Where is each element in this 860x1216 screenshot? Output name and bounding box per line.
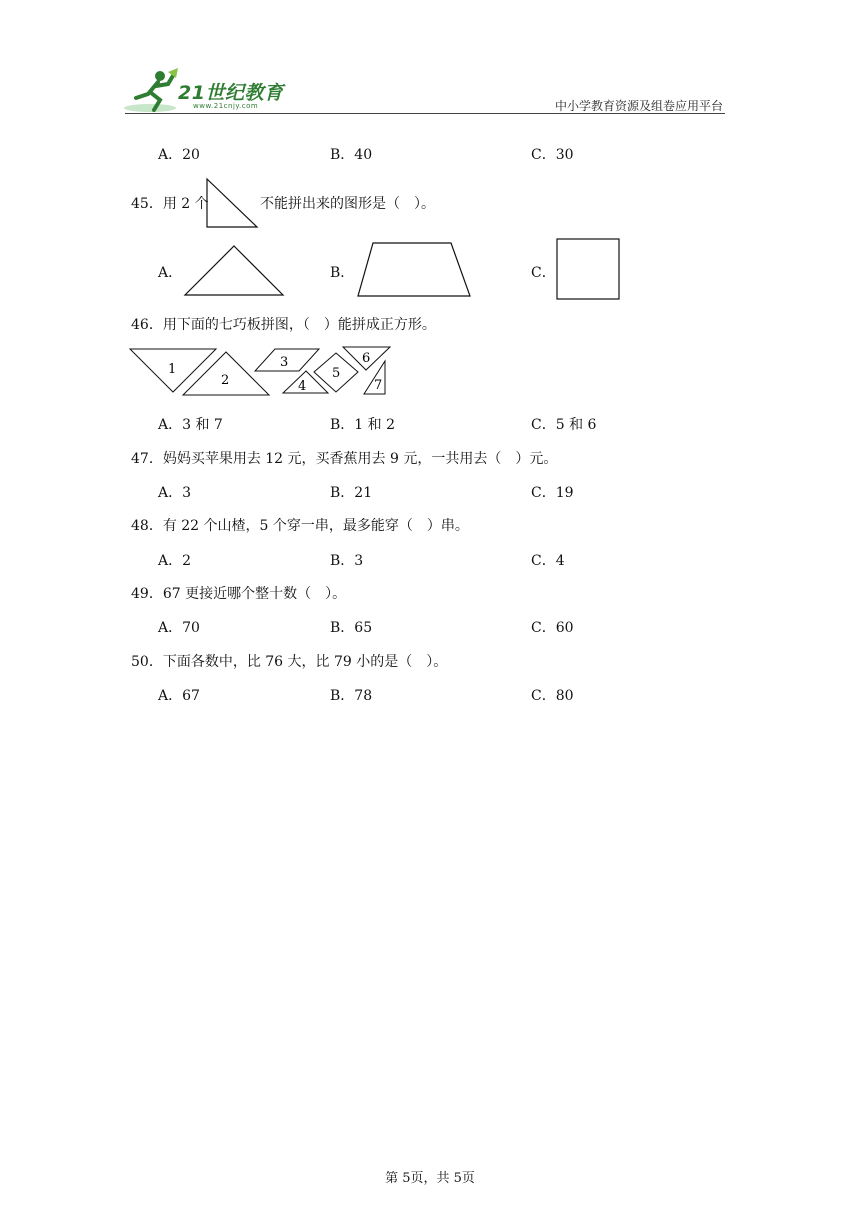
q48-option-b: B．3 bbox=[330, 553, 364, 569]
q44-option-a: A．20 bbox=[158, 147, 200, 163]
page-number: 第 5页，共 5页 bbox=[385, 1171, 475, 1186]
q49-option-b: B．65 bbox=[330, 620, 373, 636]
q49-option-c: C．60 bbox=[531, 620, 574, 636]
header-divider bbox=[125, 113, 725, 114]
q45-suffix: 不能拼出来的图形是（ ）。 bbox=[260, 196, 435, 212]
q47-option-c: C．19 bbox=[531, 485, 574, 501]
tangram-label-3: 3 bbox=[280, 355, 289, 370]
logo-text: 21世纪教育 bbox=[178, 82, 284, 104]
q47-question: 47．妈妈买苹果用去 12 元，买香蕉用去 9 元，一共用去（ ）元。 bbox=[131, 451, 558, 467]
q46-option-c: C．5 和 6 bbox=[531, 417, 597, 433]
q44-option-c: C．30 bbox=[531, 147, 574, 163]
q45-prefix: 45．用 2 个 bbox=[131, 196, 209, 212]
tangram-label-7: 7 bbox=[374, 378, 383, 393]
q48-question: 48．有 22 个山楂，5 个穿一串，最多能穿（ ）串。 bbox=[131, 518, 469, 534]
tangram-label-5: 5 bbox=[332, 366, 341, 381]
q50-option-c: C．80 bbox=[531, 688, 574, 704]
q49-option-a: A．70 bbox=[158, 620, 200, 636]
platform-title: 中小学教育资源及组卷应用平台 bbox=[554, 99, 723, 113]
q44-option-b: B．40 bbox=[330, 147, 373, 163]
q47-option-b: B．21 bbox=[330, 485, 373, 501]
q45-option-c: C． bbox=[531, 265, 556, 281]
q46-question: 46．用下面的七巧板拼图，（ ）能拼成正方形。 bbox=[131, 317, 436, 333]
tangram-label-4: 4 bbox=[298, 379, 307, 394]
right-triangle-icon bbox=[205, 177, 259, 229]
tangram-label-6: 6 bbox=[362, 351, 371, 366]
square-icon bbox=[555, 237, 621, 301]
q50-question: 50．下面各数中，比 76 大，比 79 小的是（ ）。 bbox=[131, 654, 448, 670]
q46-option-b: B．1 和 2 bbox=[330, 417, 396, 433]
q48-option-c: C．4 bbox=[531, 553, 565, 569]
q50-option-a: A．67 bbox=[158, 688, 200, 704]
q45-option-b: B． bbox=[330, 265, 355, 281]
tangram-label-2: 2 bbox=[221, 373, 230, 388]
q48-option-a: A．2 bbox=[158, 553, 192, 569]
q50-option-b: B．78 bbox=[330, 688, 373, 704]
q49-question: 49．67 更接近哪个整十数（ ）。 bbox=[131, 586, 347, 602]
isosceles-triangle-icon bbox=[182, 243, 286, 297]
q45-option-a: A． bbox=[158, 265, 183, 281]
trapezoid-icon bbox=[355, 240, 473, 298]
tangram-label-1: 1 bbox=[168, 362, 177, 377]
tangram-pieces-figure bbox=[128, 344, 393, 399]
logo-url: www.21cnjy.com bbox=[193, 102, 259, 110]
q46-option-a: A．3 和 7 bbox=[158, 417, 223, 433]
q47-option-a: A．3 bbox=[158, 485, 192, 501]
